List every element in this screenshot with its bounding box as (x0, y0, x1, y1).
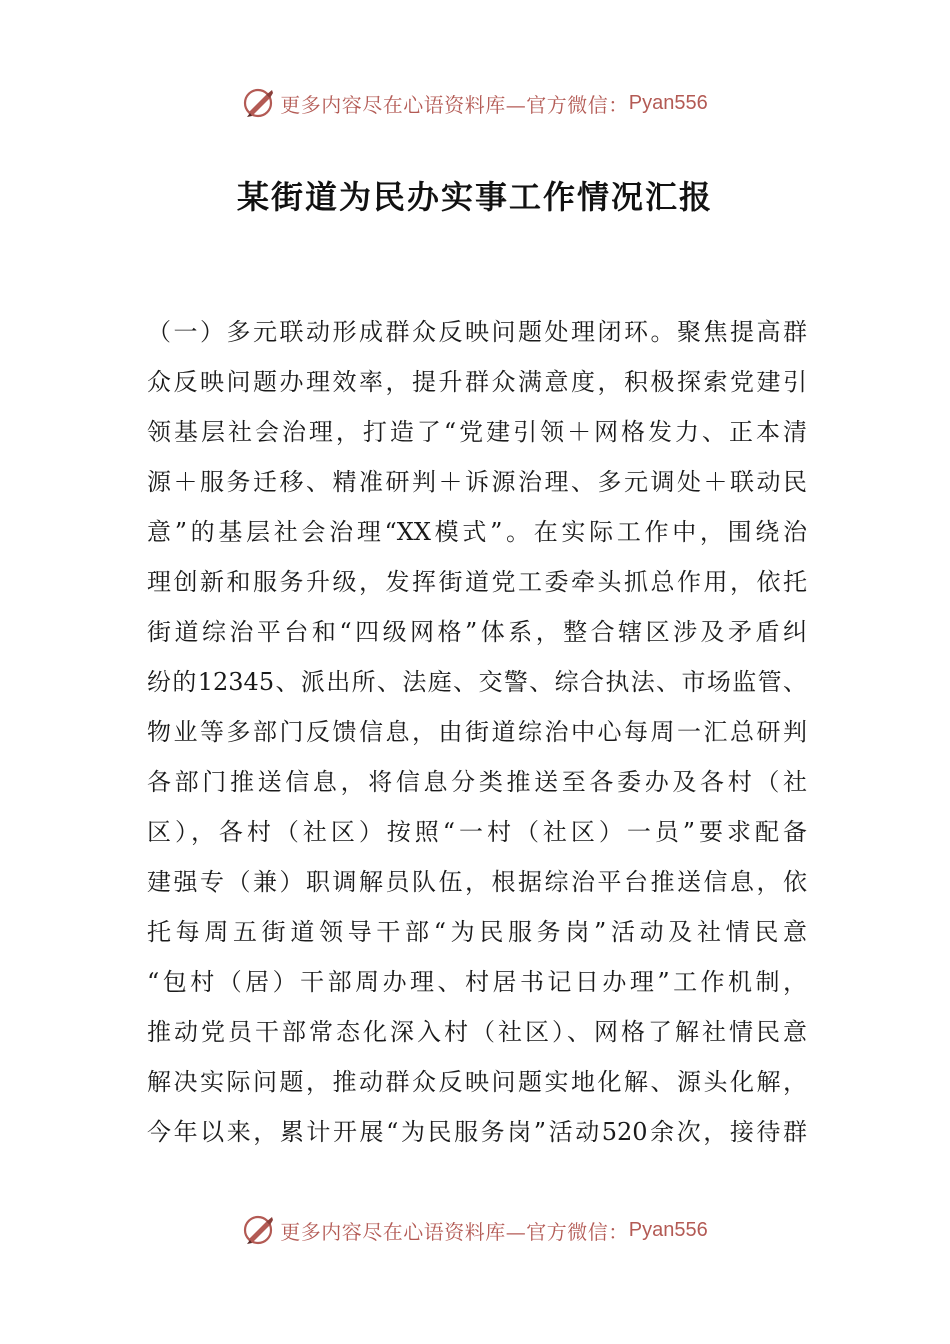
text-line: 托每周五街道领导干部“为民服务岗”活动及社情民意 (147, 918, 807, 946)
text-line: 建强专（兼）职调解员队伍，根据综治平台推送信息，依 (147, 868, 807, 896)
pen-logo-icon (242, 86, 276, 120)
text-line: 今年以来，累计开展“为民服务岗”活动520余次，接待群 (147, 1118, 807, 1146)
text-line: 众反映问题办理效率，提升群众满意度，积极探索党建引 (147, 368, 807, 396)
text-line: 理创新和服务升级，发挥街道党工委牵头抓总作用，依托 (147, 568, 807, 596)
text-line: “包村（居）干部周办理、村居书记日办理”工作机制， (147, 968, 807, 996)
text-line: 区），各村（社区）按照“一村（社区）一员”要求配备 (147, 818, 807, 846)
banner-text: 更多内容尽在心语资料库—官方微信： (280, 1219, 629, 1244)
text-line: 推动党员干部常态化深入村（社区）、网格了解社情民意 (147, 1018, 807, 1046)
text-line: （一）多元联动形成群众反映问题处理闭环。聚焦提高群 (147, 318, 807, 346)
footer-banner (0, 1210, 950, 1250)
text-line: 解决实际问题，推动群众反映问题实地化解、源头化解， (147, 1068, 807, 1096)
text-line: 街道综治平台和“四级网格”体系，整合辖区涉及矛盾纠 (147, 618, 807, 646)
text-line: 纷的12345、派出所、法庭、交警、综合执法、市场监管、 (147, 668, 807, 696)
document-title: 某街道为民办实事工作情况汇报 (236, 178, 713, 216)
pen-logo-icon (242, 1213, 276, 1247)
text-line: 各部门推送信息，将信息分类推送至各委办及各村（社 (147, 768, 807, 796)
wechat-id: Pyan556 (628, 1218, 708, 1241)
wechat-id: Pyan556 (628, 91, 708, 114)
text-line: 意”的基层社会治理“XX模式”。在实际工作中，围绕治 (147, 518, 807, 546)
text-line: 源＋服务迁移、精准研判＋诉源治理、多元调处＋联动民 (147, 468, 807, 496)
text-line: 物业等多部门反馈信息，由街道综治中心每周一汇总研判 (147, 718, 807, 746)
header-banner (0, 83, 950, 123)
body-paragraph (147, 307, 807, 1157)
text-line: 领基层社会治理，打造了“党建引领＋网格发力、正本清 (147, 418, 807, 446)
banner-text: 更多内容尽在心语资料库—官方微信： (280, 92, 629, 117)
